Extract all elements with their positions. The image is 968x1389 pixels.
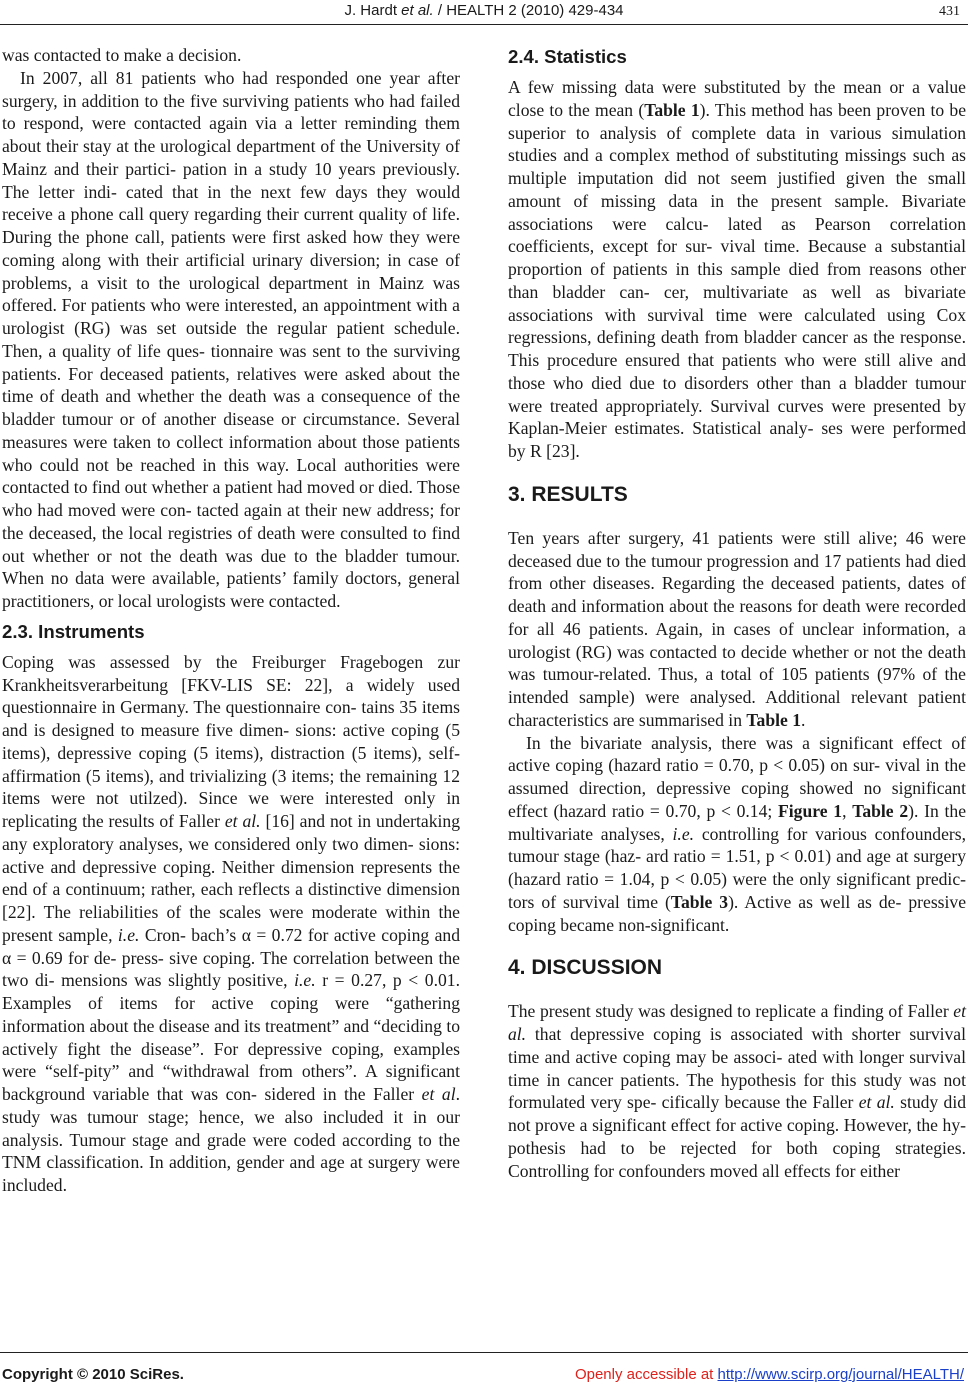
- text-run: ). In the multivariate analyses,: [508, 800, 967, 844]
- ie: i.e.: [672, 823, 695, 844]
- et-al: et al.: [858, 1092, 895, 1113]
- text-run: In the bivariate analysis, there was a significant effect of active coping (hazard ratio = 0.70, p < 0.05) on sur- vival in the assumed direction, depressive coping showed no significant effect (hazard ratio = 0.70, p < 0.14;: [508, 732, 966, 821]
- text-run: Ten years after surgery, 41 patients were still alive; 46 were deceased due to the tumour progression and 17 patients had died from other diseases. Regarding the deceased patients, dates of death and information about the reasons for death were recorded for all 46 patients. Again, in cases of unclear information, a urologist (RG) was contacted to decide whether or not the death was tumour-related. Thus, a total of 105 patients (97% of the intended sample) were analysed. Additional relevant patient characteristics are summarised in: [508, 527, 966, 730]
- table-1-reference: Table 1: [644, 99, 700, 120]
- text-run: ). This method has been proven to be superior to analysis of complete data in various simulation studies and a complex method of substituting missings such as multiple imputation did not seem justified given the small amount of missing data in the present sample. Bivariate associations were calcu- lated as Pearson correlation coefficients, except for sur- vival time. Because a substantial proportion of patients in this sample died from reasons other than bladder can- cer, multivariate as well as bivariate associations with survival time were calculated using Cox regressions, defining death from bladder cancer as the response. This procedure ensured that patients who were still alive and those who died due to disorders other than a bladder tumour were treated appropriately. Survival curves were presented by Kaplan-Meier estimates. Statistical analy- ses were performed by R [23].: [508, 99, 967, 461]
- et-al: et al: [421, 1084, 456, 1104]
- text-run: .: [801, 709, 806, 730]
- et-al: et al.: [224, 811, 261, 831]
- paragraph-statistics: [508, 76, 966, 463]
- footer-access: [575, 1366, 964, 1383]
- ie: i.e.: [117, 924, 140, 945]
- text-run: . study was tumour stage; hence, we also included it in our analysis. Tumour stage and grade were coded according to the TNM classification. In addition, gender and age at surgery were included.: [2, 1084, 461, 1195]
- ie: i.e.: [294, 970, 316, 991]
- left-column: [2, 44, 460, 1197]
- paragraph-continued: was contacted to make a decision.: [2, 45, 242, 65]
- running-head-title: [0, 2, 968, 19]
- journal-link[interactable]: http://www.scirp.org/journal/HEALTH/: [717, 1366, 964, 1383]
- footer-rule: [0, 1352, 968, 1353]
- section-heading-discussion: 4. DISCUSSION: [508, 956, 663, 980]
- text-run: r = 0.27, p < 0.01. Examples of items for active coping were “gathering information about the disease and its treatment” and “deciding to actively fight the disease”. For depressive coping, examples were “self-pity” and “withdrawal from others”. A significant background variable that was con- sidered in the Faller: [2, 970, 460, 1104]
- text-run: [16] and not in undertaking any exploratory analyses, we considered only two dimen- sions: active and depressive coping. Neither dimension represents the end of a continuum; rather, each reflects a distinctive dimension [22]. The reliabilities of the scales were moderate within the present sample,: [2, 811, 460, 945]
- footer-copyright: Copyright © 2010 SciRes.: [2, 1366, 184, 1383]
- running-head-et-al: et al.: [401, 2, 434, 19]
- text-run: controlling for various confounders, tumour stage (haz- ard ratio = 1.51, p < 0.01) and age at surgery (hazard ratio = 1.04, p < 0.05) were the only significant predic- tors of survival time (: [508, 823, 966, 912]
- footer-access-label: Openly accessible at: [574, 1366, 718, 1383]
- text-run: ). Active as well as de- pressive coping became non-significant.: [508, 891, 967, 935]
- figure-1-reference: Figure 1: [778, 800, 843, 821]
- running-header: [0, 0, 968, 30]
- text-run: Cron- bach’s α = 0.72 for active coping and α = 0.69 for de- press- sive coping. The correlation between the two di- mensions was slightly positive,: [2, 924, 460, 991]
- paragraph-discussion: [508, 1000, 966, 1182]
- table-1-reference: Table 1: [746, 709, 801, 730]
- paragraph-bivariate: [508, 732, 966, 937]
- section-heading-statistics: 2.4. Statistics: [508, 46, 627, 67]
- section-heading-instruments: 2.3. Instruments: [2, 620, 145, 642]
- et-al: et al.: [508, 1001, 966, 1044]
- running-head-authors: J. Hardt: [344, 2, 402, 19]
- paragraph-results: [508, 527, 966, 732]
- text-run: study did not prove a significant effect for active coping. However, the hy- pothesis had to be rejected for both coping strategies. Controlling for confounders moved all effects for either: [508, 1092, 967, 1181]
- page-number: 431: [939, 4, 960, 19]
- table-2-reference: Table 2: [852, 800, 909, 821]
- text-run: ,: [842, 800, 853, 821]
- paragraph-coping: [2, 651, 460, 1197]
- text-run: The present study was designed to replicate a finding of Faller: [508, 1001, 954, 1022]
- text-run: A few missing data were substituted by the mean or a value close to the mean (: [508, 77, 966, 120]
- section-heading-results: 3. RESULTS: [508, 482, 628, 506]
- running-head-journal: / HEALTH 2 (2010) 429-434: [433, 2, 624, 19]
- header-rule: [0, 24, 968, 25]
- right-column: [508, 44, 966, 1182]
- paragraph-follow-up: In 2007, all 81 patients who had responded one year after surgery, in addition to the five surviving patients who had failed to respond, were contacted again via a letter reminding them about their stay at the urological department of the University of Mainz and their partici- pation in a study 10 years previously. The letter indi- cated that in the next few days they would receive a phone call query regarding their current quality of life. During the phone call, patients were first asked how they were coming along with their artificial urinary diversion; in case of problems, a visit to the urological department in Mainz was offered. For patients who were interested, an appointment with a urologist (RG) was set outside the regular patient schedule. Then, a quality of life ques- tionnaire was sent to the surviving patients. For deceased patients, relatives were asked about the time of death and whether the death was a consequence of the bladder tumour or of another disease or circumstance. Several measures were taken to collect information about those patients who could not be reached in this way. Local authorities were contacted to find out whether a patient had moved or died. Those who had moved were con- tacted again at their new address; for the deceased, the local registries of death were consulted to find out whether or not the death was due to the bladder tumour. When no data were available, patients’ family doctors, general practitioners, or local urologists were contacted.: [2, 67, 460, 611]
- text-run: that depressive coping is associated with shorter survival time and active coping may be associ- ated with longer survival time in cancer patients. The hypothesis for this study was not formulated very spe- cifically because the Faller: [508, 1024, 966, 1113]
- table-3-reference: Table 3: [670, 891, 729, 912]
- text-run: Coping was assessed by the Freiburger Fragebogen zur Krankheitsverarbeitung [FKV-LIS SE: 22], a widely used questionnaire in Germany. The questionnaire con- tains 35 items and is designed to measure five dimen- sions: active coping (5 items), depressive coping (5 items), distraction (5 items), self-affirmation (5 items), and trivializing (3 items; the remaining 12 items were not utilzed). Since we were interested only in replicating the results of Faller: [2, 651, 460, 831]
